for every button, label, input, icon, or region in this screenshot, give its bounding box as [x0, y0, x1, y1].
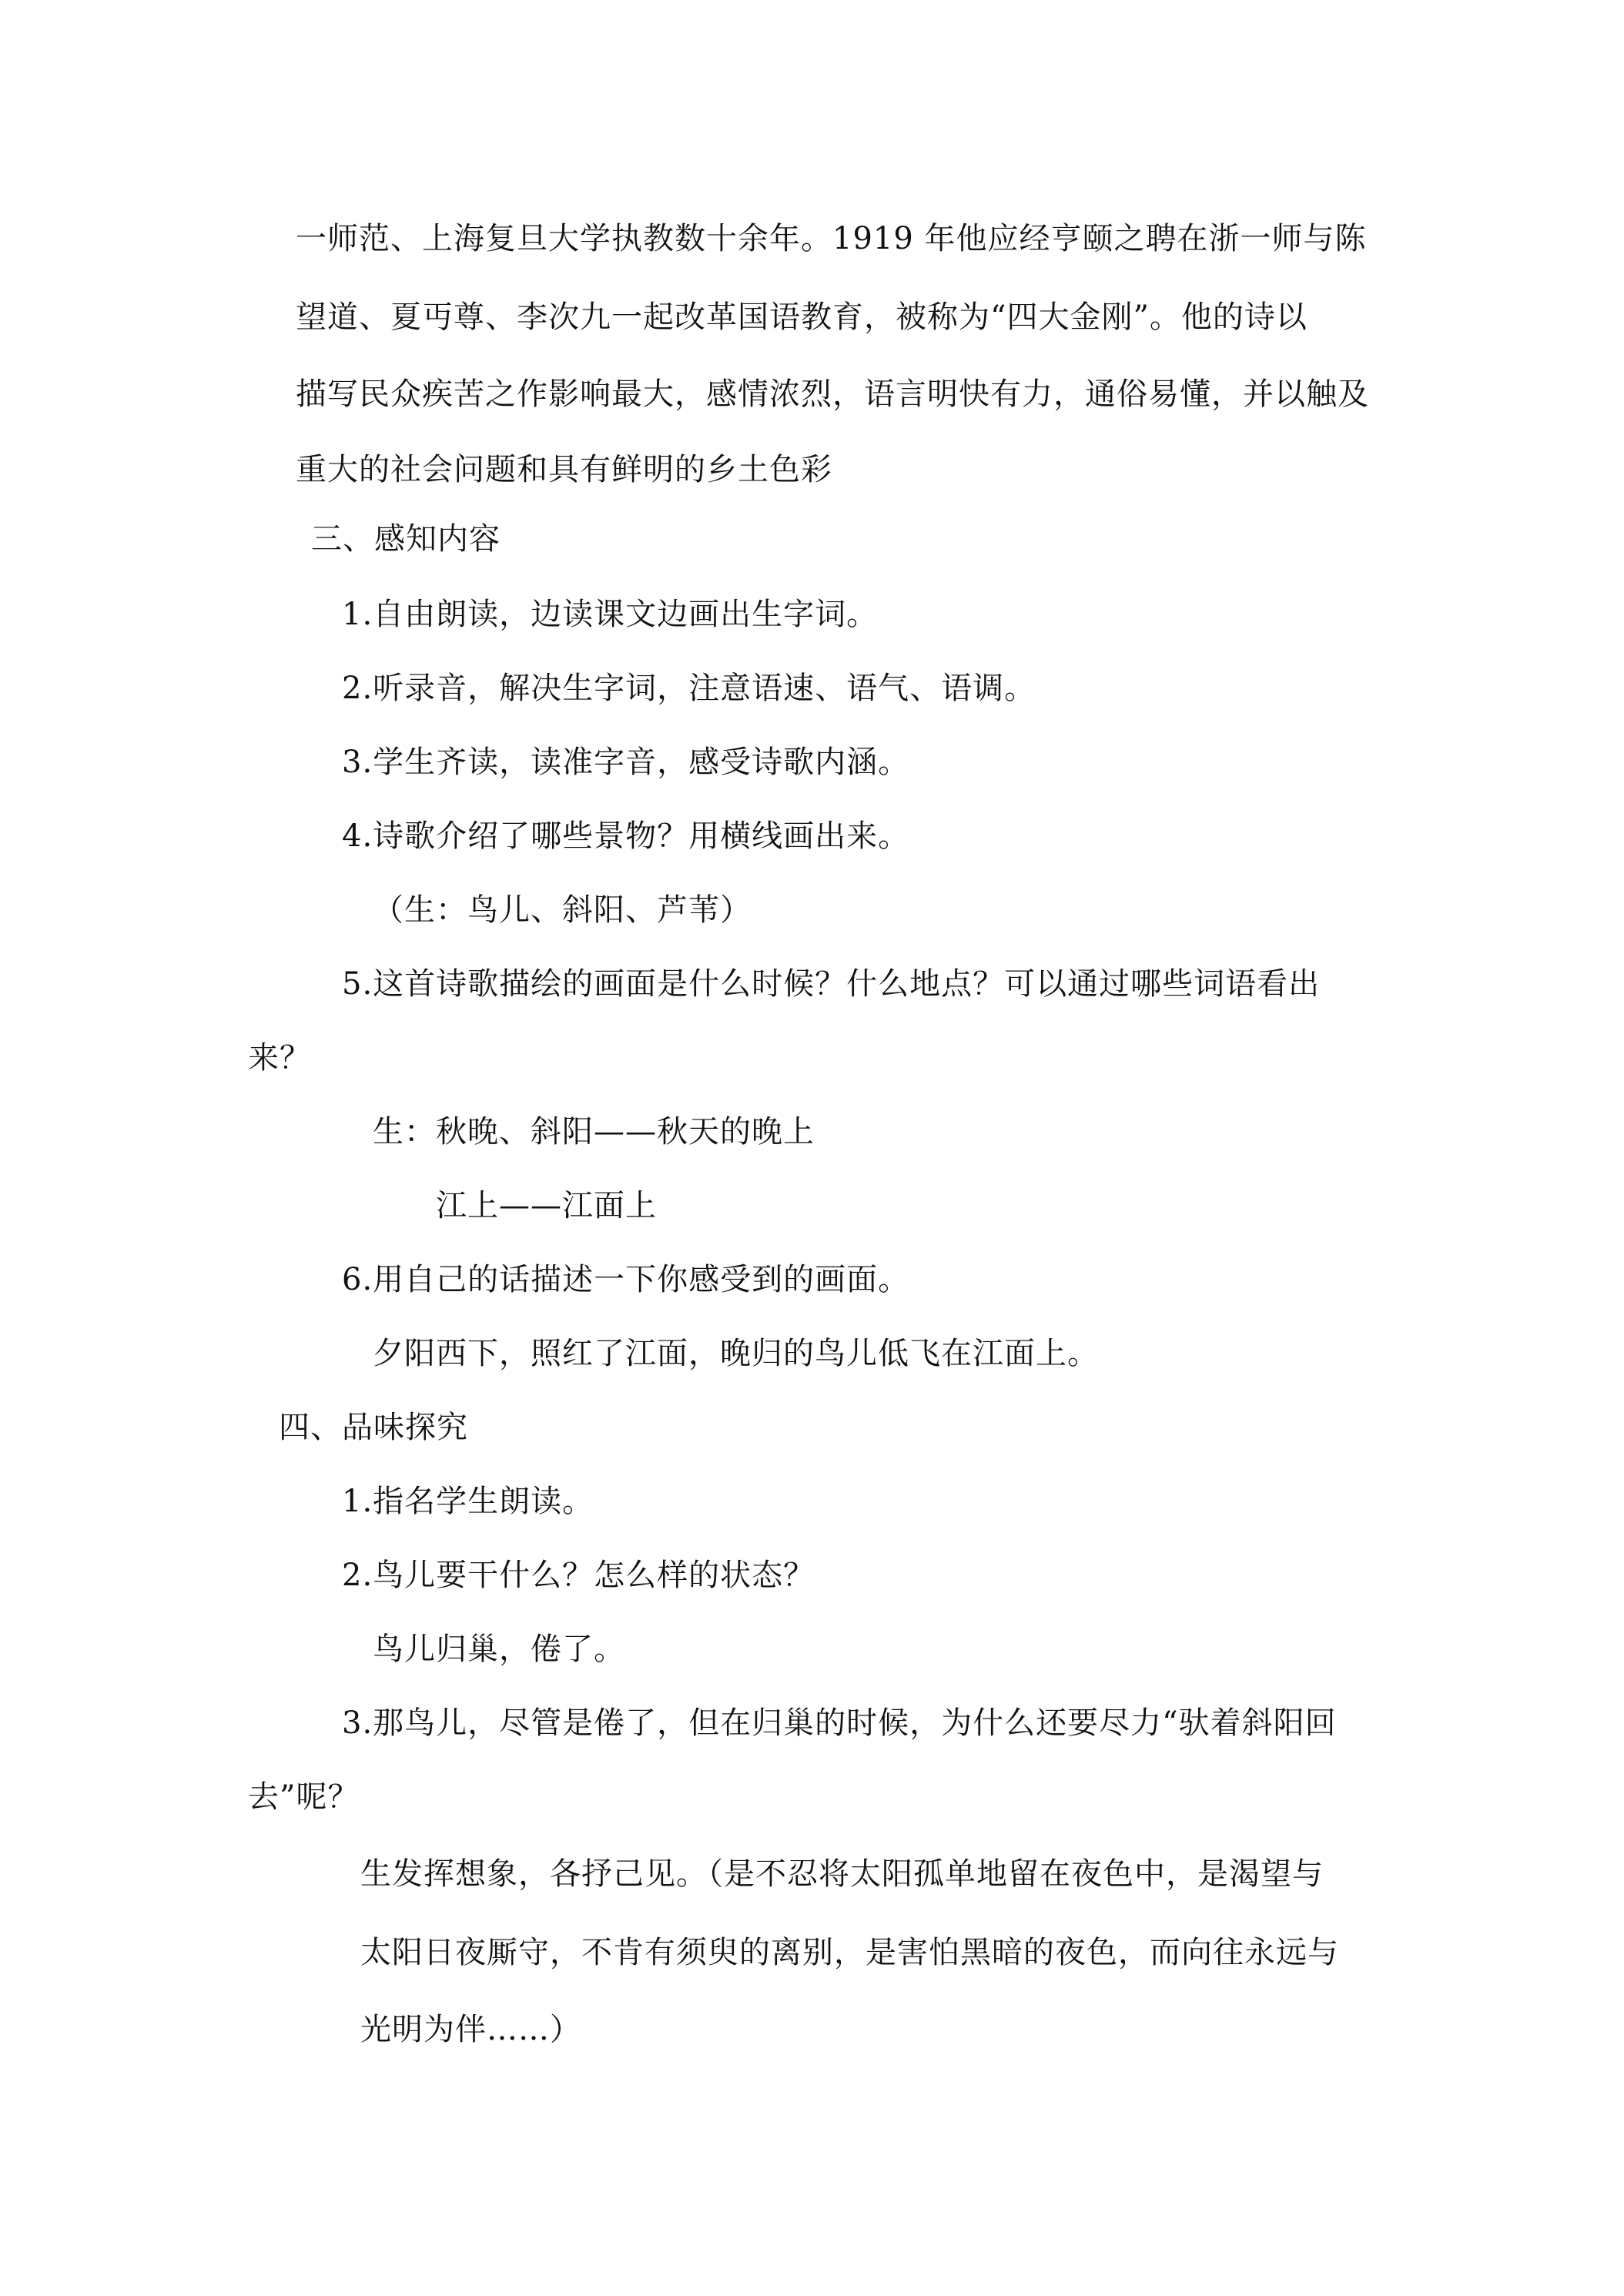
- list-item-4: 4.诗歌介绍了哪些景物？用横线画出来。: [342, 818, 910, 854]
- list-item-1: 1.自由朗读，边读课文边画出生字词。: [342, 597, 879, 632]
- exploration-item-3-answer-line-3: 光明为伴……）: [360, 2012, 581, 2047]
- exploration-item-3-answer-line-2: 太阳日夜厮守，不肯有须臾的离别，是害怕黑暗的夜色，而向往永远与: [360, 1935, 1339, 1970]
- list-item-5-line-1: 5.这首诗歌描绘的画面是什么时候？什么地点？可以通过哪些词语看出: [342, 966, 1321, 1002]
- list-item-2: 2.听录音，解决生字词，注意语速、语气、语调。: [342, 671, 1036, 706]
- list-item-5-line-2: 来？: [248, 1040, 311, 1076]
- exploration-item-2-answer: 鸟儿归巢，倦了。: [373, 1632, 625, 1667]
- list-item-4-answer: （生：鸟儿、斜阳、芦苇）: [373, 892, 752, 928]
- section-heading-exploration: 四、品味探究: [279, 1410, 468, 1445]
- exploration-item-2: 2.鸟儿要干什么？怎么样的状态？: [342, 1558, 815, 1593]
- exploration-item-3-line-1: 3.那鸟儿，尽管是倦了，但在归巢的时候，为什么还要尽力“驮着斜阳回: [342, 1705, 1337, 1741]
- section-heading-perception: 三、感知内容: [311, 521, 501, 557]
- exploration-item-3-answer-line-1: 生发挥想象，各抒己见。（是不忍将太阳孤单地留在夜色中，是渴望与: [360, 1856, 1324, 1892]
- intro-line-3: 描写民众疾苦之作影响最大，感情浓烈，语言明快有力，通俗易懂，并以触及: [296, 377, 1369, 412]
- intro-line-2: 望道、夏丏尊、李次九一起改革国语教育，被称为“四大金刚”。他的诗以: [296, 300, 1308, 335]
- list-item-3: 3.学生齐读，读准字音，感受诗歌内涵。: [342, 745, 910, 780]
- list-item-6-answer: 夕阳西下，照红了江面，晚归的鸟儿低飞在江面上。: [373, 1336, 1099, 1371]
- exploration-item-3-line-2: 去”呢？: [248, 1779, 360, 1815]
- list-item-6: 6.用自己的话描述一下你感受到的画面。: [342, 1262, 910, 1297]
- intro-line-4: 重大的社会问题和具有鲜明的乡土色彩: [296, 452, 832, 487]
- list-item-5-answer-2: 江上——江面上: [436, 1188, 657, 1223]
- exploration-item-1: 1.指名学生朗读。: [342, 1484, 594, 1519]
- intro-line-1: 一师范、上海复旦大学执教数十余年。1919 年他应经亨颐之聘在浙一师与陈: [296, 221, 1367, 256]
- list-item-5-answer-1: 生：秋晚、斜阳——秋天的晚上: [373, 1114, 815, 1150]
